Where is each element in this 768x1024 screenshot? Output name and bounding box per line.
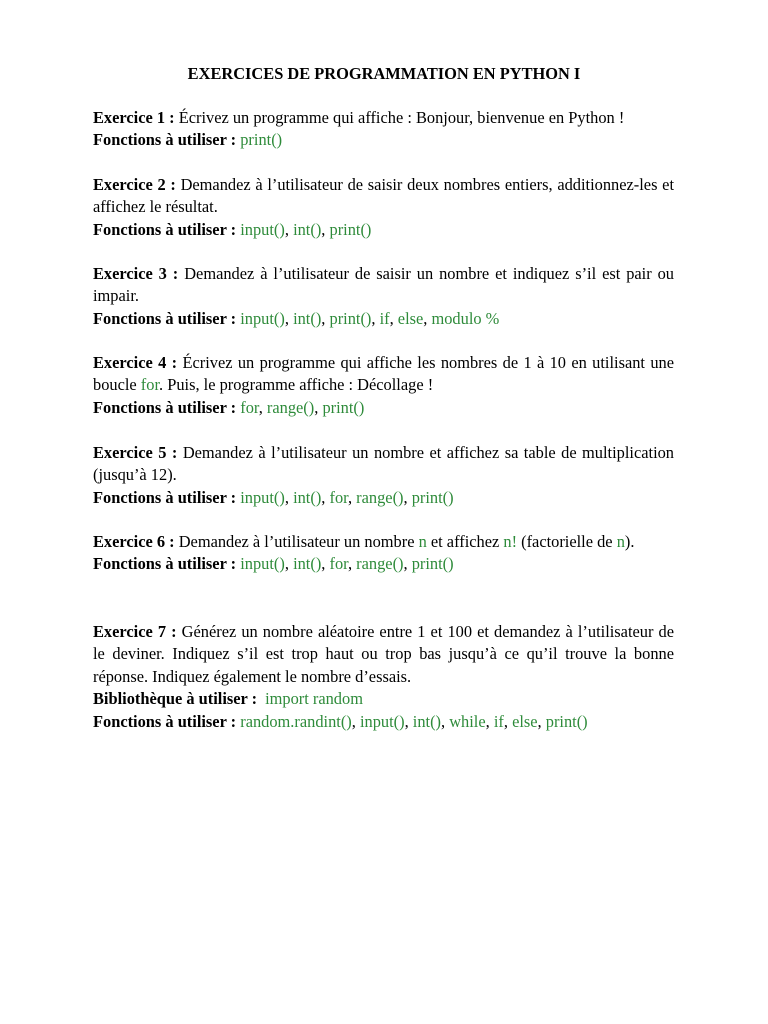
statement-text: et affichez <box>426 532 504 551</box>
library-line <box>93 688 674 710</box>
exercise-2 <box>93 174 674 241</box>
inline-code: n <box>418 532 427 551</box>
function-name: input() <box>359 711 405 731</box>
exercise-statement <box>93 621 674 688</box>
functions-label: Fonctions à utiliser : <box>93 397 237 417</box>
exercise-label: Exercice 3 : <box>93 264 179 283</box>
functions-line <box>93 129 674 151</box>
functions-label: Fonctions à utiliser : <box>93 554 237 574</box>
functions-line: Fonctions à utiliser : input(), int(), for, range(), print() <box>93 554 454 574</box>
function-name: print() <box>545 711 588 731</box>
exercise-statement <box>93 442 674 487</box>
functions-label: Fonctions à utiliser : <box>93 711 237 731</box>
inline-code: n! <box>503 532 518 551</box>
library-label: Bibliothèque à utiliser : <box>93 689 258 709</box>
exercise-statement <box>93 531 674 553</box>
function-name: int() <box>293 308 322 328</box>
function-name: int() <box>293 554 322 574</box>
functions-label: Fonctions à utiliser : <box>93 487 237 507</box>
exercise-3 <box>93 263 674 330</box>
exercise-1 <box>93 107 674 152</box>
function-name: else <box>512 711 538 731</box>
exercise-label: Exercice 5 : <box>93 443 178 462</box>
function-name: print() <box>322 397 365 417</box>
statement-text: Demandez à l’utilisateur de saisir deux nombres entiers, additionnez-les et affichez le résultat. <box>93 175 674 217</box>
page-title: EXERCICES DE PROGRAMMATION EN PYTHON I <box>187 64 581 83</box>
exercise-label: Exercice 6 : <box>93 532 175 551</box>
function-name: print() <box>411 554 454 574</box>
statement-text: Demandez à l’utilisateur un nombre et affichez sa table de multiplication (jusqu’à 12). <box>93 443 675 485</box>
function-name: print() <box>329 308 372 328</box>
function-name: modulo % <box>431 308 500 328</box>
function-name: for <box>329 554 348 574</box>
function-name: else <box>397 308 424 328</box>
function-name: input() <box>240 219 285 239</box>
function-name: input() <box>240 308 285 328</box>
functions-line: Fonctions à utiliser : random.randint(), input(), int(), while, if, else, print() <box>93 711 588 731</box>
functions-line: Fonctions à utiliser : input(), int(), print(), if, else, modulo % <box>93 308 500 328</box>
inline-code: n <box>616 532 625 551</box>
function-name: if <box>379 308 390 328</box>
function-name: print() <box>411 487 454 507</box>
statement-text: Écrivez un programme qui affiche : Bonjour, bienvenue en Python ! <box>178 108 625 127</box>
function-name: while <box>449 711 486 731</box>
function-name: print() <box>240 130 283 150</box>
function-name: for <box>329 487 348 507</box>
exercise-label: Exercice 2 : <box>93 175 176 194</box>
statement-text: Générez un nombre aléatoire entre 1 et 100 et demandez à l’utilisateur de le deviner. Indiquez s’il est trop haut ou trop bas jusqu’à ce qu’il trouve la bonne réponse. Indiquez également le nombre d’essais. <box>93 622 674 686</box>
statement-text: ). <box>624 532 635 551</box>
exercise-5 <box>93 442 674 509</box>
statement-text: Demandez à l’utilisateur de saisir un nombre et indiquez s’il est pair ou impair. <box>93 264 675 306</box>
inline-code: for <box>140 375 160 395</box>
exercise-statement <box>93 263 674 308</box>
function-name: range() <box>266 397 315 417</box>
statement-text: . Puis, le programme affiche : Décollage ! <box>159 375 434 395</box>
function-name: if <box>493 711 504 731</box>
statement-text: (factorielle de <box>517 532 617 551</box>
exercise-label: Exercice 7 : <box>93 622 177 641</box>
statement-text: Demandez à l’utilisateur un nombre <box>178 532 419 551</box>
functions-label: Fonctions à utiliser : <box>93 130 237 150</box>
functions-label: Fonctions à utiliser : <box>93 219 237 239</box>
function-name: input() <box>240 487 285 507</box>
function-name: int() <box>293 219 322 239</box>
exercise-statement <box>93 174 674 219</box>
exercise-7 <box>93 621 674 733</box>
exercise-6 <box>93 531 674 576</box>
function-name: for <box>240 397 259 417</box>
function-name: print() <box>329 219 372 239</box>
function-name: int() <box>293 487 322 507</box>
library-name: import random <box>265 689 363 709</box>
exercise-label: Exercice 4 : <box>93 353 178 372</box>
functions-line: Fonctions à utiliser : input(), int(), print() <box>93 219 372 239</box>
exercise-4 <box>93 352 674 419</box>
function-name: random.randint() <box>240 711 352 731</box>
statement-text: Écrivez un programme qui affiche les nombres de 1 à 10 en utilisant une boucle <box>93 353 674 395</box>
function-name: range() <box>356 554 404 574</box>
functions-line: Fonctions à utiliser : input(), int(), for, range(), print() <box>93 487 454 507</box>
functions-label: Fonctions à utiliser : <box>93 308 237 328</box>
function-name: input() <box>240 554 285 574</box>
functions-line: Fonctions à utiliser : for, range(), print() <box>93 397 365 417</box>
exercise-statement <box>93 352 674 397</box>
exercise-label: Exercice 1 : <box>93 108 175 127</box>
function-name: range() <box>356 487 404 507</box>
exercise-statement <box>93 107 674 129</box>
function-name: int() <box>412 711 442 731</box>
